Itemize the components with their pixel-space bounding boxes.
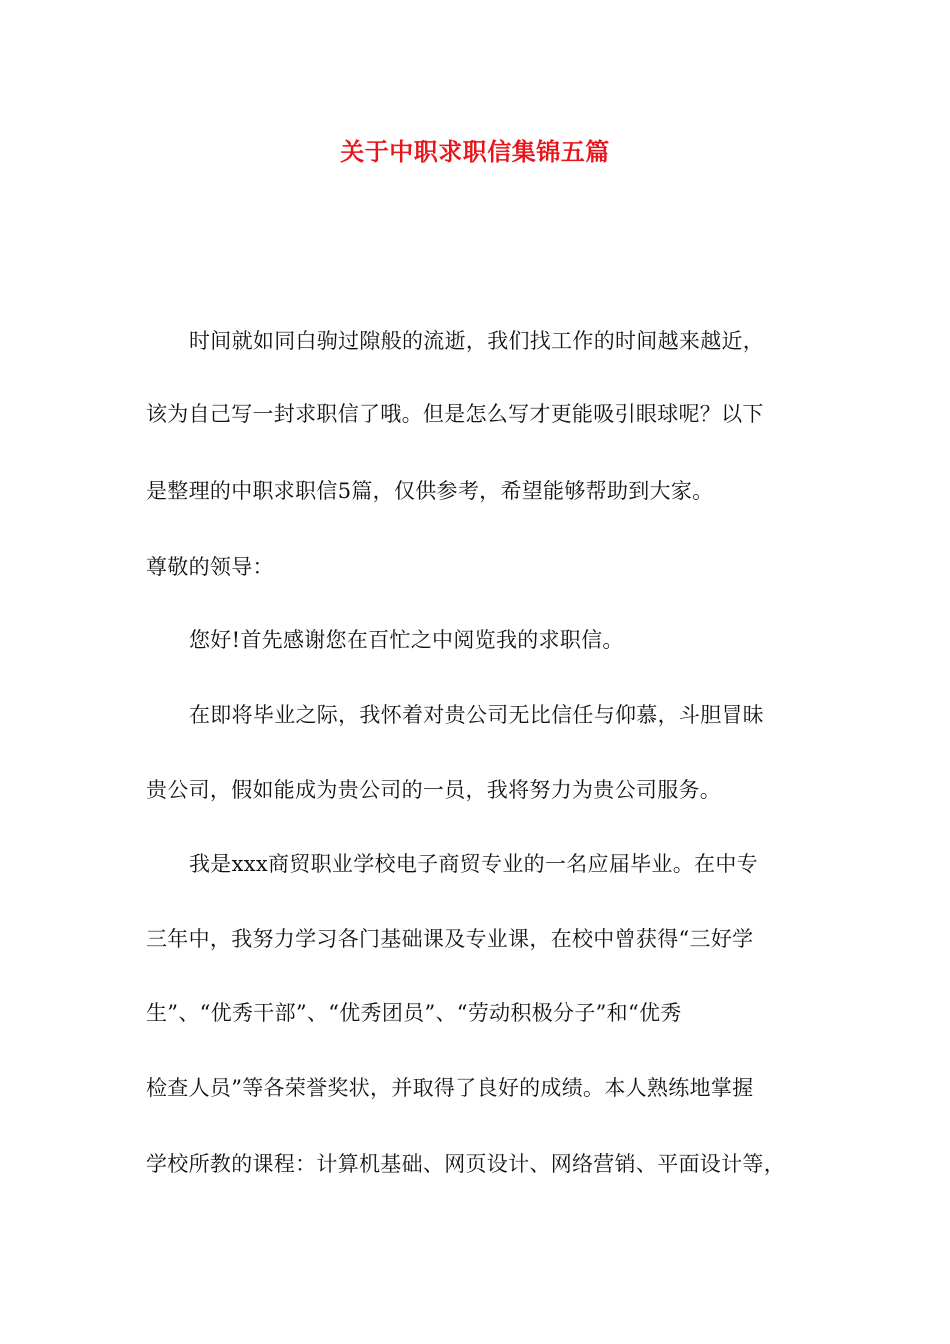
paragraph-line: 生”、“优秀干部”、“优秀团员”、“劳动积极分子”和“优秀 (146, 1001, 682, 1025)
paragraph-line: 时间就如同白驹过隙般的流逝，我们找工作的时间越来越近， (189, 329, 765, 353)
paragraph-line: 您好!首先感谢您在百忙之中阅览我的求职信。 (189, 628, 624, 652)
paragraph-line: 检查人员”等各荣誉奖状，并取得了良好的成绩。本人熟练地掌握 (146, 1076, 754, 1100)
salutation-line: 尊敬的领导： (146, 555, 274, 579)
paragraph-line: 该为自己写一封求职信了哦。但是怎么写才更能吸引眼球呢？以下 (146, 402, 764, 426)
paragraph-line: 三年中，我努力学习各门基础课及专业课，在校中曾获得“三好学 (146, 927, 754, 951)
paragraph-line: 贵公司，假如能成为贵公司的一员，我将努力为贵公司服务。 (146, 778, 722, 802)
paragraph-line: 学校所教的课程：计算机基础、网页设计、网络营销、平面设计等， (146, 1152, 785, 1176)
document-title: 关于中职求职信集锦五篇 (340, 138, 610, 166)
paragraph-line: 是整理的中职求职信5篇，仅供参考，希望能够帮助到大家。 (146, 479, 714, 503)
paragraph-line: 在即将毕业之际，我怀着对贵公司无比信任与仰慕，斗胆冒昧 (189, 703, 765, 727)
paragraph-line: 我是xxx商贸职业学校电子商贸专业的一名应届毕业。在中专 (189, 852, 758, 876)
